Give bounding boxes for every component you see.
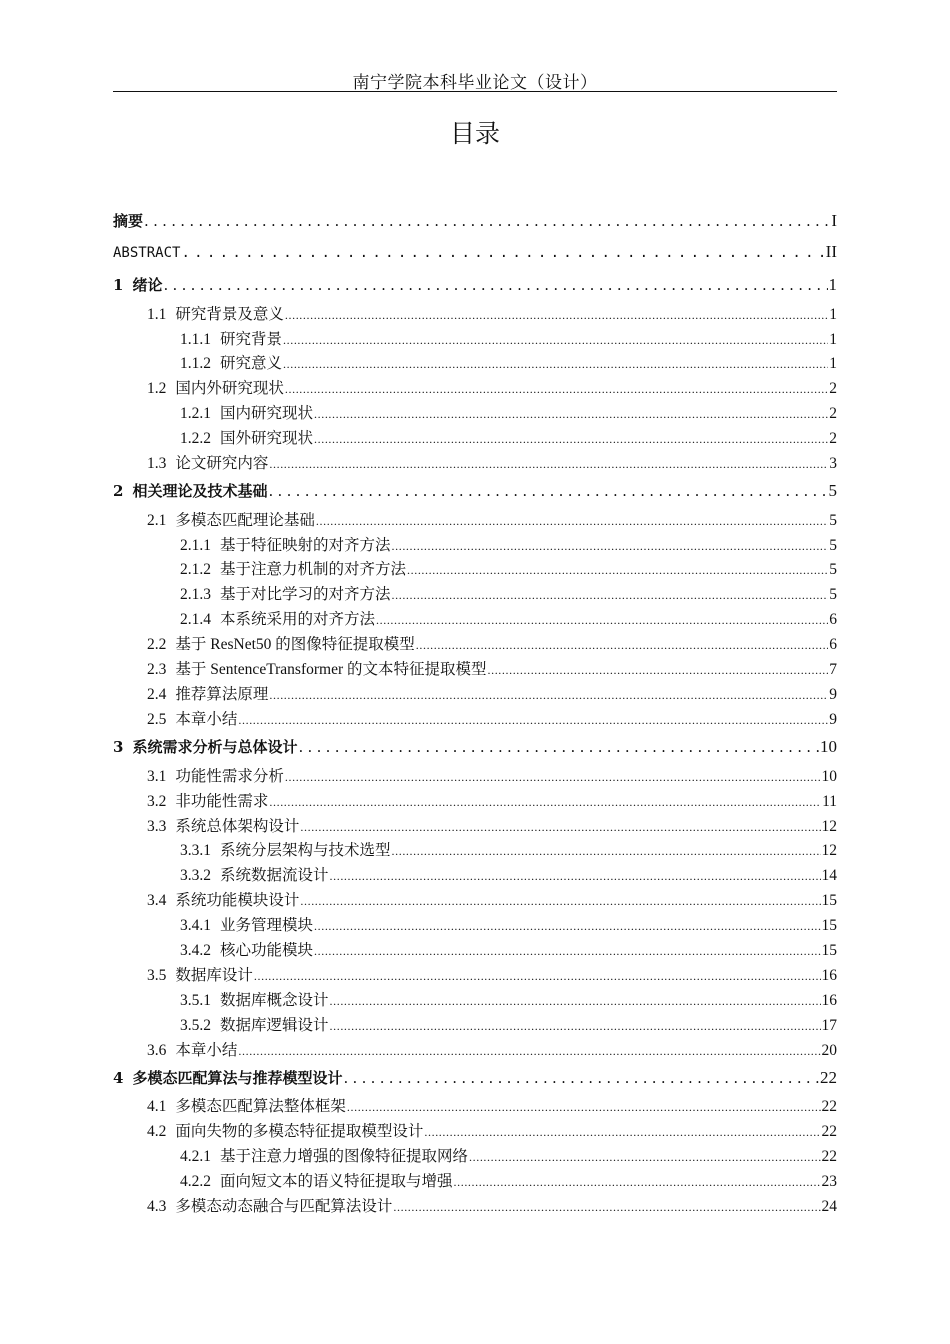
toc-entry-page: 6 <box>829 636 837 653</box>
toc-entry[interactable] <box>180 533 837 555</box>
toc-entry-number: 2 <box>113 482 124 500</box>
toc-entry-number: 1.1 <box>147 306 167 323</box>
running-header: 南宁学院本科毕业论文（设计） <box>352 73 598 92</box>
dot-leader <box>330 869 821 884</box>
toc-entry-number: 2.1 <box>147 512 167 529</box>
toc-entry-page: 24 <box>821 1198 837 1215</box>
toc-entry-number: 3.3.1 <box>180 842 211 859</box>
toc-entry-title: 基于 SentenceTransformer 的文本特征提取模型 <box>175 661 487 678</box>
toc-entry[interactable] <box>113 210 837 231</box>
dot-leader <box>343 1069 819 1087</box>
dot-leader <box>269 795 821 810</box>
toc-entry-title: 系统分层架构与技术选型 <box>220 842 391 859</box>
toc-entry-title: 基于对比学习的对齐方法 <box>220 586 391 603</box>
toc-entry[interactable] <box>180 607 837 629</box>
toc-entry-page: 5 <box>828 481 837 500</box>
dot-leader <box>454 1175 821 1190</box>
toc-entry-number: 2.5 <box>147 711 167 728</box>
toc-entry[interactable] <box>180 938 837 960</box>
dot-leader <box>488 663 829 678</box>
toc-entry[interactable] <box>113 1067 837 1088</box>
dot-leader <box>392 588 829 603</box>
toc-entry-title: 功能性需求分析 <box>175 768 284 785</box>
toc-entry-page: 1 <box>828 275 837 294</box>
toc-entry-number: 3.5.1 <box>180 992 211 1009</box>
toc-entry-title: 摘要 <box>113 212 144 230</box>
toc-entry[interactable] <box>147 1038 837 1060</box>
header-rule <box>113 91 837 92</box>
toc-entry-page: 12 <box>821 842 837 859</box>
dot-leader <box>283 333 828 348</box>
toc-entry-number: 3.5.2 <box>180 1017 211 1034</box>
toc-entry[interactable] <box>180 327 837 349</box>
toc-entry-title: 本系统采用的对齐方法 <box>220 611 376 628</box>
dot-leader <box>181 245 824 261</box>
dot-leader <box>269 457 828 472</box>
toc-entry-title: 多模态匹配理论基础 <box>175 512 315 529</box>
toc-entry[interactable] <box>180 863 837 885</box>
toc-entry-page: 15 <box>821 892 837 909</box>
toc-entry[interactable] <box>113 480 837 501</box>
toc-entry-title: 面向短文本的语义特征提取与增强 <box>220 1173 453 1190</box>
dot-leader <box>314 944 820 959</box>
dot-leader <box>330 1019 821 1034</box>
toc-entry-number: 3.4.1 <box>180 917 211 934</box>
toc-entry-page: 16 <box>821 967 837 984</box>
toc-entry[interactable] <box>180 1144 837 1166</box>
toc-entry-page: II <box>825 242 837 261</box>
toc-entry-number: 3.2 <box>147 793 167 810</box>
dot-leader <box>330 994 821 1009</box>
toc-entry-title: 面向失物的多模态特征提取模型设计 <box>175 1123 424 1140</box>
toc-entry-page: 2 <box>829 380 837 397</box>
toc-entry[interactable] <box>147 789 837 811</box>
toc-entry[interactable] <box>147 657 837 679</box>
toc-entry[interactable] <box>180 557 837 579</box>
toc-entry-title: 系统功能模块设计 <box>175 892 300 909</box>
toc-entry[interactable] <box>147 764 837 786</box>
toc-entry[interactable] <box>180 1169 837 1191</box>
toc-entry-number: 2.4 <box>147 686 167 703</box>
dot-leader <box>316 514 828 529</box>
toc-entry-number: 3.3 <box>147 818 167 835</box>
toc-entry[interactable] <box>180 582 837 604</box>
toc-entry-page: 2 <box>829 405 837 422</box>
toc-entry[interactable] <box>180 1013 837 1035</box>
dot-leader <box>347 1100 821 1115</box>
toc-entry-title: 数据库概念设计 <box>220 992 329 1009</box>
toc-entry-number: 2.2 <box>147 636 167 653</box>
toc-entry-number: 1.2.1 <box>180 405 211 422</box>
dot-leader <box>269 688 828 703</box>
dot-leader <box>416 638 828 653</box>
toc-entry-number: 3.6 <box>147 1042 167 1059</box>
dot-leader <box>424 1125 820 1140</box>
dot-leader <box>393 1200 820 1215</box>
toc-entry-page: 15 <box>821 942 837 959</box>
toc-entry[interactable] <box>180 913 837 935</box>
toc-entry-title: 数据库逻辑设计 <box>220 1017 329 1034</box>
toc-entry-page: 9 <box>829 686 837 703</box>
toc-entry-title: ABSTRACT <box>113 245 181 261</box>
toc-entry[interactable] <box>147 632 837 654</box>
toc-entry-page: 5 <box>829 561 837 578</box>
toc-entry-number: 3.5 <box>147 967 167 984</box>
toc-entry-page: 23 <box>821 1173 837 1190</box>
toc-entry-number: 1 <box>113 276 124 294</box>
toc-entry-title: 国内外研究现状 <box>175 380 284 397</box>
toc-entry[interactable] <box>113 274 837 295</box>
toc-entry-number: 3.4.2 <box>180 942 211 959</box>
toc-entry-page: 15 <box>821 917 837 934</box>
toc-entry-number: 2.3 <box>147 661 167 678</box>
toc-entry[interactable] <box>147 1094 837 1116</box>
toc-entry-page: 17 <box>821 1017 837 1034</box>
toc-entry-page: 7 <box>829 661 837 678</box>
toc-entry-title: 论文研究内容 <box>175 455 269 472</box>
toc-entry-page: 3 <box>829 455 837 472</box>
toc-entry-number: 4.1 <box>147 1098 167 1115</box>
toc-entry-title: 非功能性需求 <box>175 793 269 810</box>
toc-entry-page: 9 <box>829 711 837 728</box>
toc-entry[interactable] <box>147 682 837 704</box>
toc-entry-number: 2.1.4 <box>180 611 211 628</box>
toc-entry-page: 5 <box>829 586 837 603</box>
toc-entry-page: 11 <box>822 793 837 810</box>
toc-entry-title: 基于注意力增强的图像特征提取网络 <box>220 1148 469 1165</box>
toc-entry-number: 1.3 <box>147 455 167 472</box>
dot-leader <box>285 308 828 323</box>
toc-entry-number: 2.1.1 <box>180 537 211 554</box>
toc-entry-page: 12 <box>821 818 837 835</box>
toc-entry-title: 多模态动态融合与匹配算法设计 <box>175 1198 393 1215</box>
toc-entry-title: 基于注意力机制的对齐方法 <box>220 561 407 578</box>
dot-leader <box>376 613 828 628</box>
toc-entry-number: 1.1.1 <box>180 331 211 348</box>
toc-entry-page: 20 <box>821 1042 837 1059</box>
toc-entry[interactable] <box>147 963 837 985</box>
toc-entry-title: 研究背景 <box>220 331 283 348</box>
toc-entry-number: 3.4 <box>147 892 167 909</box>
toc-entry-number: 2.1.3 <box>180 586 211 603</box>
toc-entry[interactable] <box>180 426 837 448</box>
toc-entry-number: 4.2 <box>147 1123 167 1140</box>
dot-leader <box>300 820 820 835</box>
toc-entry[interactable] <box>147 1119 837 1141</box>
toc-entry-title: 多模态匹配算法与推荐模型设计 <box>132 1069 343 1087</box>
toc-entry-page: 22 <box>821 1148 837 1165</box>
toc-entry[interactable] <box>147 302 837 324</box>
toc-entry[interactable] <box>180 351 837 373</box>
toc-entry-number: 3 <box>113 738 124 756</box>
dot-leader <box>268 482 827 500</box>
toc-entry-number: 2.1.2 <box>180 561 211 578</box>
dot-leader <box>314 919 820 934</box>
dot-leader <box>254 969 821 984</box>
toc-entry-title: 基于 ResNet50 的图像特征提取模型 <box>175 636 415 653</box>
toc-entry-page: 16 <box>821 992 837 1009</box>
dot-leader <box>144 212 830 230</box>
toc-entry-number: 1.1.2 <box>180 355 211 372</box>
dot-leader <box>238 1044 820 1059</box>
toc-entry-page: 5 <box>829 537 837 554</box>
toc-entry-page: 22 <box>820 1068 837 1087</box>
toc-entry-page: 14 <box>821 867 837 884</box>
dot-leader <box>163 276 827 294</box>
toc-entry-number: 1.2 <box>147 380 167 397</box>
toc-entry[interactable] <box>113 736 837 757</box>
dot-leader <box>407 563 828 578</box>
toc-entry[interactable] <box>147 707 837 729</box>
dot-leader <box>392 844 821 859</box>
toc-entry-number: 1.2.2 <box>180 430 211 447</box>
dot-leader <box>285 382 828 397</box>
toc-entry-page: 1 <box>829 355 837 372</box>
toc-entry-title: 数据库设计 <box>175 967 253 984</box>
toc-entry-number: 4.3 <box>147 1198 167 1215</box>
toc-entry-title: 基于特征映射的对齐方法 <box>220 537 391 554</box>
toc-entry-page: 10 <box>821 768 837 785</box>
toc-entry-title: 系统数据流设计 <box>220 867 329 884</box>
dot-leader <box>285 770 821 785</box>
toc-entry-title: 国外研究现状 <box>220 430 314 447</box>
toc-entry-title: 系统总体架构设计 <box>175 818 300 835</box>
dot-leader <box>392 539 829 554</box>
toc-entry-page: 1 <box>829 331 837 348</box>
toc-entry-page: 22 <box>821 1123 837 1140</box>
toc-entry-page: 22 <box>821 1098 837 1115</box>
toc-entry[interactable] <box>147 814 837 836</box>
dot-leader <box>314 432 828 447</box>
toc-entry-title: 相关理论及技术基础 <box>132 482 268 500</box>
toc-entry[interactable] <box>180 401 837 423</box>
toc-entry-title: 国内研究现状 <box>220 405 314 422</box>
toc-entry-page: 6 <box>829 611 837 628</box>
toc-entry[interactable] <box>147 1194 837 1216</box>
toc-entry-title: 系统需求分析与总体设计 <box>132 738 298 756</box>
toc-entry-title: 核心功能模块 <box>220 942 314 959</box>
toc-entry[interactable] <box>147 508 837 530</box>
dot-leader <box>300 894 820 909</box>
toc-entry-title: 本章小结 <box>175 1042 238 1059</box>
toc-entry-number: 4 <box>113 1069 124 1087</box>
dot-leader <box>298 738 819 756</box>
toc-entry[interactable] <box>113 242 837 262</box>
toc-entry[interactable] <box>180 838 837 860</box>
toc-entry-number: 4.2.2 <box>180 1173 211 1190</box>
dot-leader <box>314 407 828 422</box>
toc-entry[interactable] <box>147 451 837 473</box>
toc-entry-title: 业务管理模块 <box>220 917 314 934</box>
dot-leader <box>238 713 828 728</box>
toc-title: 目录 <box>449 119 500 148</box>
toc-entry-number: 3.3.2 <box>180 867 211 884</box>
toc-entry-page: 5 <box>829 512 837 529</box>
toc-entry-number: 3.1 <box>147 768 167 785</box>
toc-entry-page: 10 <box>820 737 837 756</box>
toc-entry[interactable] <box>147 376 837 398</box>
toc-entry-number: 4.2.1 <box>180 1148 211 1165</box>
dot-leader <box>469 1150 820 1165</box>
toc-entry[interactable] <box>180 988 837 1010</box>
toc-entry-title: 推荐算法原理 <box>175 686 269 703</box>
toc-entry-title: 研究意义 <box>220 355 283 372</box>
toc-entry-title: 研究背景及意义 <box>175 306 284 323</box>
toc-entry-page: 2 <box>829 430 837 447</box>
toc-entry-page: I <box>831 211 837 230</box>
toc-entry-title: 多模态匹配算法整体框架 <box>175 1098 346 1115</box>
dot-leader <box>283 357 828 372</box>
toc-entry-page: 1 <box>829 306 837 323</box>
toc-entry-title: 本章小结 <box>175 711 238 728</box>
toc-entry[interactable] <box>147 888 837 910</box>
toc-entry-title: 绪论 <box>132 276 163 294</box>
